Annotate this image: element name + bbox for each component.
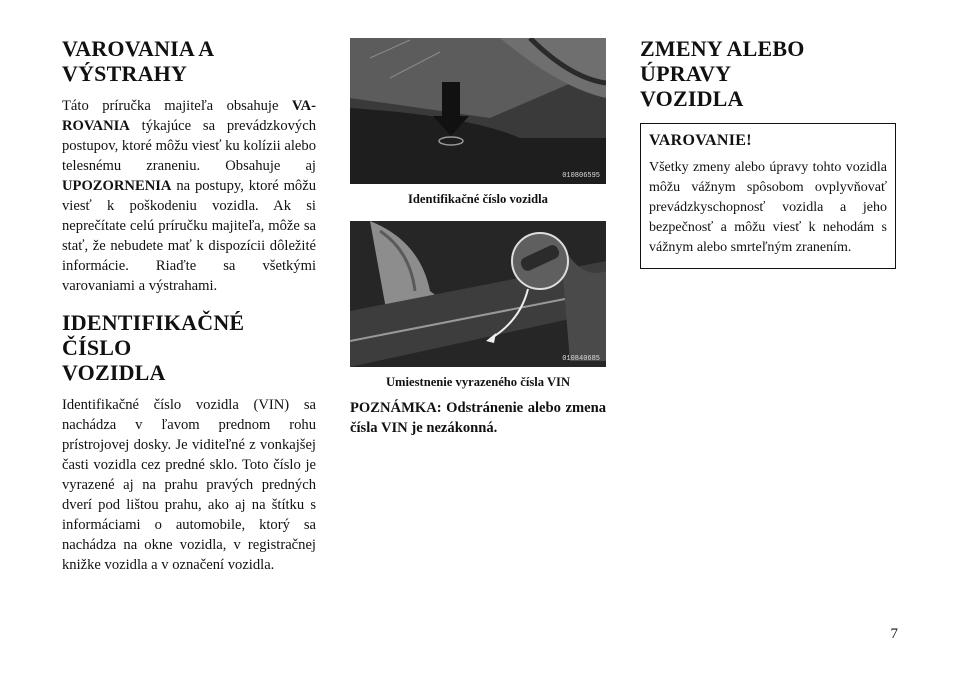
section-title-modifications: [640, 36, 898, 111]
title-line: IDENTIFIKAČNÉ ČÍSLO: [62, 310, 245, 360]
bold-text: UPOZORNENIA: [62, 178, 172, 194]
warning-title: VAROVANIE!: [649, 132, 752, 149]
warning-text: Všetky zmeny alebo úpravy tohto vozidla môžu vážnym spôsobom ovplyvňovať prevádzkyschopnosť vozidla a jeho bezpečnosť a môžu viesť k nehodám s vážnym alebo smrteľným zranením.: [649, 160, 887, 255]
section-title-warnings: [62, 36, 316, 86]
title-line: VOZIDLA: [640, 86, 744, 111]
vin-note: POZNÁMKA: Odstránenie alebo zmena čísla VIN je nezákonná.: [350, 400, 606, 436]
warning-box: [640, 123, 896, 269]
title-line: VAROVANIA A: [62, 36, 215, 61]
section-title-vin: [62, 310, 316, 385]
bold-text: VAROVANIA: [62, 98, 316, 134]
figure-code: 010840685: [562, 355, 600, 363]
vin-paragraph: Identifikačné číslo vozidla (VIN) sa nachádza v ľavom prednom rohu prístrojovej dosky. Je viditeľné z vonkajšej časti vozidla cez predné sklo. Toto číslo je vyrazené aj na prahu pravých predných dverí pod lištou prahu, ako aj na štítku s informáciami o automobile, ktorý sa nachádza na okne vozidla, v registračnej knižke vozidla a v označení vozidla.: [62, 397, 316, 573]
right-column: [640, 36, 898, 269]
left-column: [62, 36, 316, 575]
door-sill-vin-photo: [350, 221, 606, 367]
title-line: VOZIDLA: [62, 360, 166, 385]
title-line: ZMENY ALEBO ÚPRAVY: [640, 36, 805, 86]
text-run: Táto príručka majiteľa obsahuje: [62, 98, 292, 114]
windshield-illustration: [350, 38, 606, 184]
text-run: týkajúce sa prevádzkových postupov, ktoré môžu viesť ku kolízii alebo telesnému zraneniu. Obsahuje aj: [62, 118, 316, 174]
warnings-paragraph: [62, 96, 316, 296]
title-line: VÝSTRAHY: [62, 61, 188, 86]
middle-column: [350, 38, 606, 438]
door-sill-illustration: [350, 221, 606, 367]
page-number: 7: [890, 626, 898, 642]
figure-caption: Umiestnenie vyrazeného čísla VIN: [385, 375, 571, 389]
figure-caption: Identifikačné číslo vozidla: [408, 192, 548, 206]
windshield-vin-photo: [350, 38, 606, 184]
figure-code: 010806595: [562, 172, 600, 180]
text-run: na postupy, ktoré môžu viesť k poškodeniu vozidla. Ak si neprečítate celú príručku majiteľa, môže sa stať, že nebudete mať k dispozícii dôležité informácie. Riaďte sa všetkými varovaniami a výstrahami.: [62, 178, 316, 294]
